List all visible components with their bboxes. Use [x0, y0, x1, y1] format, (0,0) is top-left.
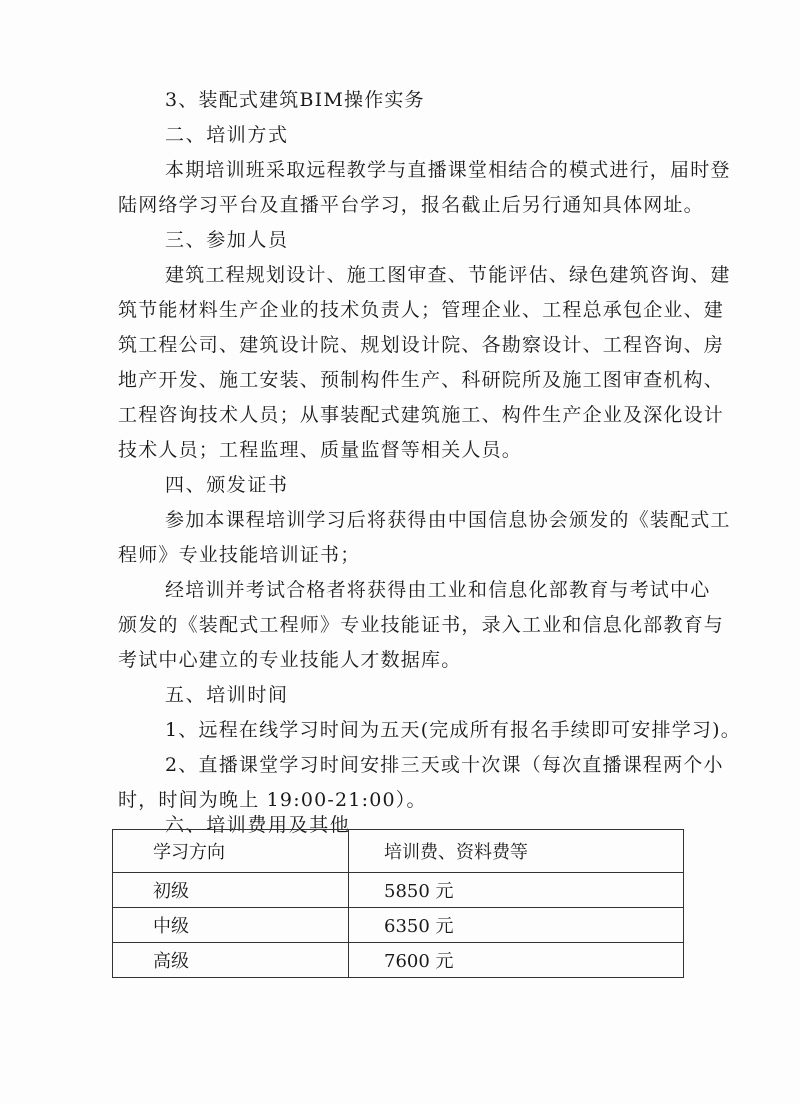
section-heading: 六、培训费用及其他 — [165, 814, 351, 836]
paragraph-line: 建筑工程规划设计、施工图审查、节能评估、绿色建筑咨询、建 — [165, 264, 731, 286]
paragraph-line: 参加本课程培训学习后将获得由中国信息协会颁发的《装配式工 — [165, 509, 731, 531]
fee-level-cell: 高级 — [113, 943, 349, 978]
paragraph-line: 筑节能材料生产企业的技术负责人；管理企业、工程总承包企业、建 — [118, 299, 725, 321]
paragraph-line: 本期培训班采取远程教学与直播课堂相结合的模式进行，届时登 — [165, 159, 731, 181]
paragraph-line: 颁发的《装配式工程师》专业技能证书，录入工业和信息化部教育与 — [118, 614, 725, 636]
paragraph-line: 时，时间为晚上 19:00-21:00）。 — [118, 789, 427, 811]
paragraph-line: 经培训并考试合格者将获得由工业和信息化部教育与考试中心 — [165, 579, 711, 601]
section-heading: 三、参加人员 — [165, 229, 289, 251]
paragraph-line: 2、直播课堂学习时间安排三天或十次课（每次直播课程两个小 — [165, 754, 724, 776]
paragraph-line: 技术人员；工程监理、质量监督等相关人员。 — [118, 439, 523, 461]
paragraph-line: 筑工程公司、建筑设计院、规划设计院、各勘察设计、工程咨询、房 — [118, 334, 725, 356]
fee-amount-cell: 6350 元 — [349, 908, 684, 943]
paragraph-line: 工程咨询技术人员；从事装配式建筑施工、构件生产企业及深化设计 — [118, 404, 725, 426]
section-heading: 二、培训方式 — [165, 124, 289, 146]
section-heading: 四、颁发证书 — [165, 474, 289, 496]
fee-table-header-level: 学习方向 — [113, 830, 349, 873]
table-row — [113, 873, 684, 908]
list-item: 3、装配式建筑BIM操作实务 — [165, 89, 425, 111]
paragraph-line: 考试中心建立的专业技能人才数据库。 — [118, 649, 462, 671]
fee-table — [112, 829, 684, 978]
fee-table-header-fee: 培训费、资料费等 — [349, 830, 684, 873]
paragraph-line: 地产开发、施工安装、预制构件生产、科研院所及施工图审查机构、 — [118, 369, 725, 391]
fee-amount-cell: 7600 元 — [349, 943, 684, 978]
table-row — [113, 908, 684, 943]
paragraph-line: 程师》专业技能培训证书； — [118, 544, 361, 566]
section-heading: 五、培训时间 — [165, 684, 289, 706]
fee-level-cell: 初级 — [113, 873, 349, 908]
fee-table-header-row — [113, 830, 684, 873]
fee-level-cell: 中级 — [113, 908, 349, 943]
fee-amount-cell: 5850 元 — [349, 873, 684, 908]
paragraph-line: 1、远程在线学习时间为五天(完成所有报名手续即可安排学习)。 — [165, 719, 741, 741]
table-row — [113, 943, 684, 978]
paragraph-line: 陆网络学习平台及直播平台学习，报名截止后另行通知具体网址。 — [118, 194, 704, 216]
